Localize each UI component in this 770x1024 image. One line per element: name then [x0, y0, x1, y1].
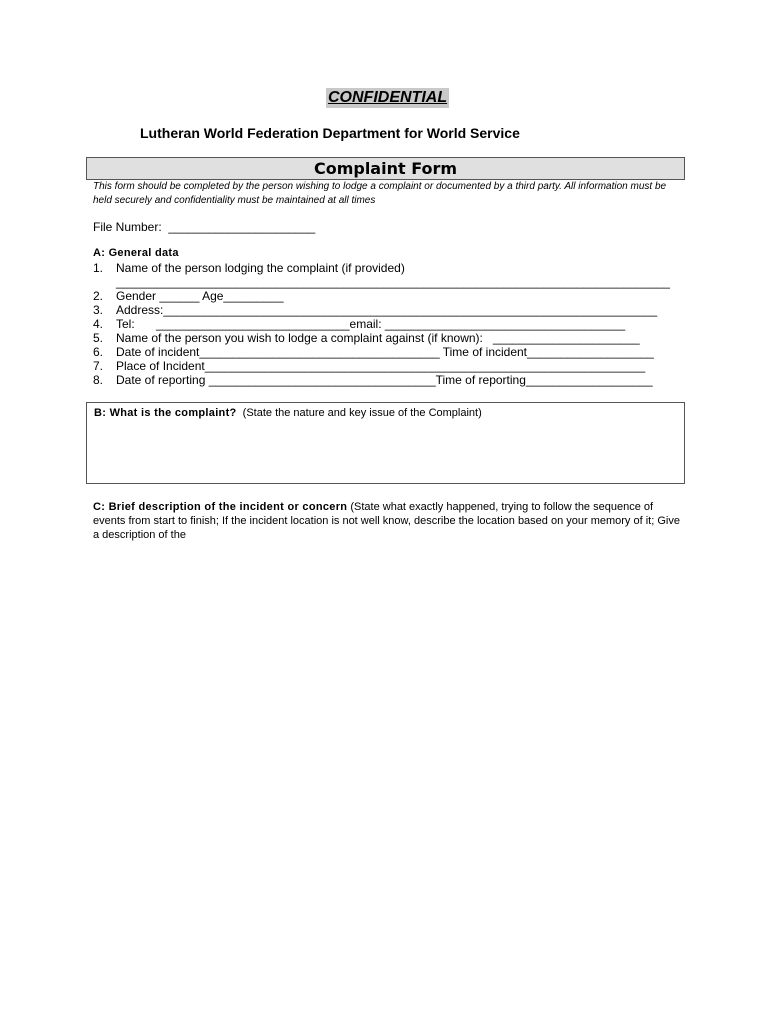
field-gender-age[interactable]: [93, 289, 693, 303]
field-date-time-incident[interactable]: [93, 345, 693, 359]
section-b-heading: B: What is the complaint?: [94, 407, 237, 419]
item-label: Name of the person lodging the complaint (if provided): [116, 261, 405, 275]
item-number: 7.: [93, 359, 104, 373]
section-c-heading: C: Brief description of the incident or concern: [93, 501, 348, 513]
item-number: 8.: [93, 373, 104, 387]
section-c-text: (State what exactly happened, trying to follow the sequence of events from start to finish; If the incident location is not well know, describe the location based on your memory of it; Give a description of the: [93, 501, 680, 541]
form-title-box: [86, 157, 685, 180]
form-title: Complaint Form: [313, 159, 458, 178]
organization-title: Lutheran World Federation Department for World Service: [140, 125, 520, 141]
field-date-time-reporting[interactable]: [93, 373, 693, 387]
item-label: Tel:: [116, 317, 135, 331]
field-tel-email[interactable]: [93, 317, 693, 331]
complaint-box[interactable]: [86, 402, 685, 484]
confidential-label: CONFIDENTIAL: [328, 89, 448, 106]
item-number: 3.: [93, 303, 104, 317]
item-line: _____________________________email: ____________________________________: [156, 317, 626, 331]
file-number-field[interactable]: File Number: ______________________: [93, 220, 316, 234]
item-label: Place of Incident__________________________________________________________________: [116, 359, 646, 373]
item-label: Address:__________________________________________________________________________: [116, 303, 658, 317]
item-number: 4.: [93, 317, 104, 331]
field-place-incident[interactable]: [93, 359, 693, 373]
item-number: 6.: [93, 345, 104, 359]
field-name-lodging[interactable]: [93, 261, 693, 275]
item-number: 1.: [93, 261, 104, 275]
section-a-heading: A: General data: [93, 247, 179, 259]
field-person-against[interactable]: [93, 331, 693, 345]
field-name-lodging-line[interactable]: [93, 275, 693, 289]
item-number: 2.: [93, 289, 104, 303]
section-c: [93, 500, 683, 542]
item-label: Date of incident____________________________________ Time of incident___________________: [116, 345, 654, 359]
item-number: 5.: [93, 331, 104, 345]
complaint-box-label: [94, 406, 482, 420]
section-b-note: (State the nature and key issue of the Complaint): [236, 407, 482, 419]
item-label: Gender ______ Age_________: [116, 289, 284, 303]
field-address[interactable]: [93, 303, 693, 317]
item-label: Date of reporting __________________________________Time of reporting___________________: [116, 373, 653, 387]
item-label: Name of the person you wish to lodge a complaint against (if known): ______________________: [116, 331, 640, 345]
item-line: ___________________________________________________________________________________: [116, 275, 670, 289]
intro-text: This form should be completed by the person wishing to lodge a complaint or documented by a third party. All information must be held securely and confidentiality must be maintained at all times: [93, 181, 667, 206]
